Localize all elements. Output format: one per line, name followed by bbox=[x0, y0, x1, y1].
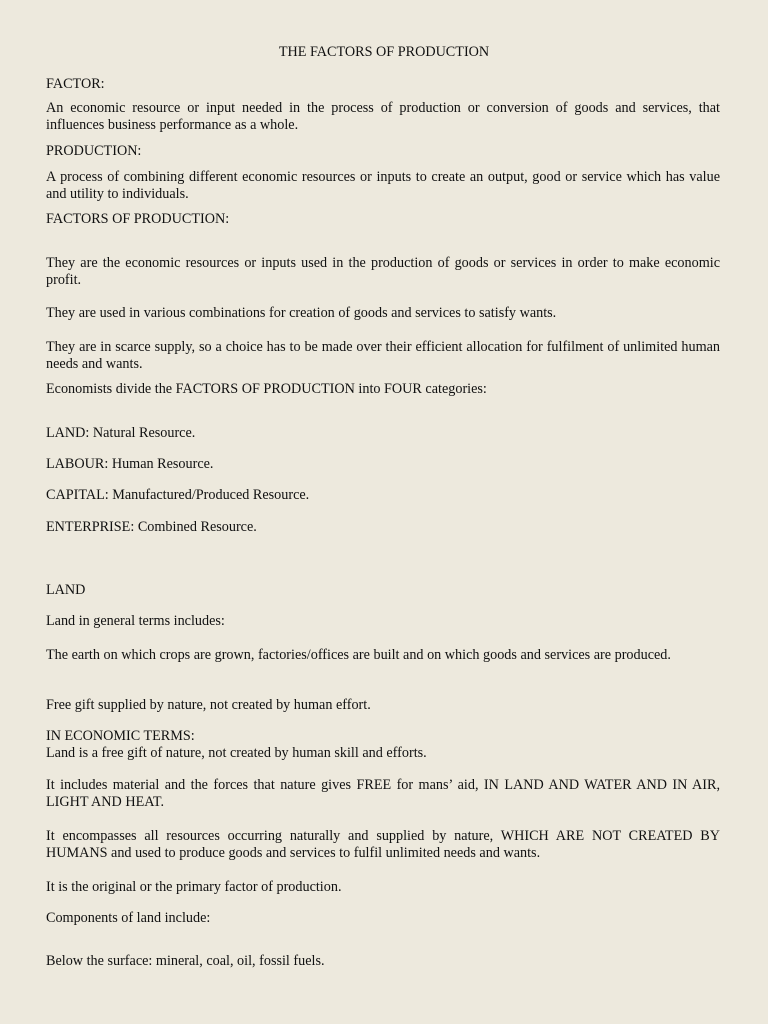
fop-paragraph-1: They are the economic resources or inputs used in the production of goods or services in order to make economic profit. bbox=[46, 255, 720, 288]
production-definition: A process of combining different economic resources or inputs to create an output, good or service which has value and utility to individuals. bbox=[46, 169, 720, 202]
category-land: LAND: Natural Resource. bbox=[46, 425, 196, 441]
factor-definition: An economic resource or input needed in the process of production or conversion of goods and services, that influences business performance as a whole. bbox=[46, 100, 720, 133]
economic-terms-heading: IN ECONOMIC TERMS: bbox=[46, 728, 195, 744]
land-heading: LAND bbox=[46, 582, 86, 598]
land-paragraph-1: The earth on which crops are grown, factories/offices are built and on which goods and services are produced. bbox=[46, 647, 671, 663]
category-labour: LABOUR: Human Resource. bbox=[46, 456, 214, 472]
economic-paragraph-4: It is the original or the primary factor of production. bbox=[46, 879, 342, 895]
document-title: THE FACTORS OF PRODUCTION bbox=[278, 44, 490, 60]
factors-of-production-heading: FACTORS OF PRODUCTION: bbox=[46, 211, 230, 227]
category-enterprise: ENTERPRISE: Combined Resource. bbox=[46, 519, 257, 535]
fop-paragraph-2: They are used in various combinations for creation of goods and services to satisfy wants. bbox=[46, 305, 557, 321]
production-heading: PRODUCTION: bbox=[46, 143, 142, 159]
land-paragraph-2: Free gift supplied by nature, not created by human effort. bbox=[46, 697, 371, 713]
fop-paragraph-3: They are in scarce supply, so a choice has to be made over their efficient allocation for fulfilment of unlimited human needs and wants. bbox=[46, 339, 720, 372]
components-heading: Components of land include: bbox=[46, 910, 211, 926]
land-general-terms: Land in general terms includes: bbox=[46, 613, 225, 629]
economic-paragraph-2: It includes material and the forces that nature gives FREE for mans’ aid, IN LAND AND WATER AND IN AIR, LIGHT AND HEAT. bbox=[46, 777, 720, 810]
category-capital: CAPITAL: Manufactured/Produced Resource. bbox=[46, 487, 310, 503]
components-paragraph-1: Below the surface: mineral, coal, oil, fossil fuels. bbox=[46, 953, 325, 969]
economic-paragraph-3: It encompasses all resources occurring naturally and supplied by nature, WHICH ARE NOT CREATED BY HUMANS and used to produce goods and services to fulfil unlimited needs and wants. bbox=[46, 828, 720, 861]
factor-heading: FACTOR: bbox=[46, 76, 105, 92]
fop-paragraph-4: Economists divide the FACTORS OF PRODUCTION into FOUR categories: bbox=[46, 381, 487, 397]
economic-paragraph-1: Land is a free gift of nature, not created by human skill and efforts. bbox=[46, 745, 427, 761]
